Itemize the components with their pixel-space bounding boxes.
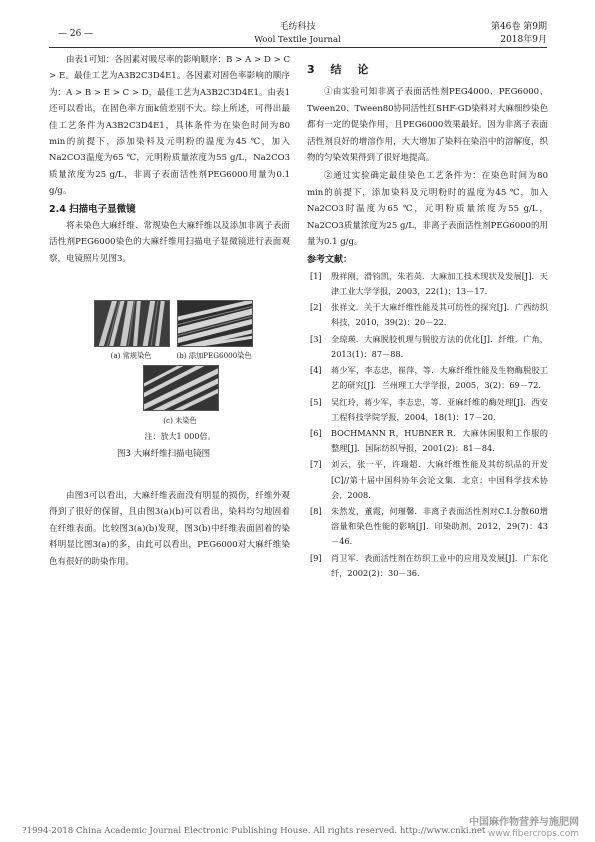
right-column [307,62,548,582]
reference-item [307,551,548,581]
page-number: — 26 — [58,29,94,39]
reference-text: 刘云，张一平，许瑞超．大麻纤维性能及其纺织品的开发[C]//第十届中国科协年会论文集．北京：中国科学技术协会，2008． [331,459,548,500]
reference-item [307,332,548,362]
reference-number: [6] [310,427,322,438]
reference-text: 张祥文．关于大麻纤维性能及其可纺性的探究[J]．广西纺织科技，2010，39(2)：20－22． [331,302,548,328]
section-title-sem: 2.4 扫描电子显微镜 [49,203,136,215]
reference-item [307,363,548,393]
publication-date: 2018年9月 [500,35,547,45]
reference-item [307,395,548,425]
reference-number: [9] [310,552,322,563]
figure-caption-b: (b) 添加PEG6000染色 [176,351,252,360]
reference-text: 蒋少军，李志忠，崔萍，等．大麻纤维性能及生物酶脱胶工艺的研究[J]．兰州理工大学学报，2005，3(2)：69－72． [331,365,548,391]
reference-text: 殷祥刚，滑钧凯，朱若英．大麻加工技术现状及发展[J]．天津工业大学学报，2003，22(1)：13－17． [331,270,548,297]
reference-number: [3] [310,333,322,344]
reference-number: [8] [310,505,322,516]
reference-list [307,269,548,581]
section-title-conclusion: 3 结 论 [307,63,375,76]
reference-item [307,426,548,456]
left-column [49,52,290,267]
copyright-footer: ?1994-2018 China Academic Journal Electronic Publishing House. All rights reserved. http://www.cnki.net [22,826,486,836]
sem-image-b [177,300,253,347]
reference-item [307,269,548,299]
reference-item [307,457,548,503]
volume-issue: 第46卷 第9期 [490,22,547,32]
paragraph-sem-discussion: 由图3可以看出，大麻纤维表面没有明显的损伤，纤维外观得到了很好的保留，且由图3(a)(b)可以看出，染料均匀地固着在纤维表面。比较图3(a)(b)发现，图3(b)中纤维表面固着的染料明显比图3(a)的多，由此可以看出，PEG6000对大麻纤维染色有很好的助染作用。 [49,491,290,567]
reference-item [307,504,548,550]
paragraph-sem-method: 将未染色大麻纤维、常规染色大麻纤维以及添加非离子表面活性剂PEG6000染色的大麻纤维用扫描电子显微镜进行表面观察，电镜照片见图3。 [49,221,290,264]
reference-text: 朱然发，董霞，何瑾馨．非离子表面活性剂对C.I.分散60增溶量和染色性能的影响[J]．印染助剂，2012，29(7)：43－46． [331,505,548,547]
reference-number: [2] [310,302,322,313]
left-column-lower [49,488,290,570]
figure-note: 注：放大1 000倍。 [144,432,216,441]
references-heading: 参考文献： [307,255,353,266]
reference-text: 肖卫军．表面活性剂在纺织工业中的应用及发展[J]．广东化纤，2002(2)：30－36． [331,552,548,578]
reference-number: [5] [310,396,322,407]
sem-image-a [94,300,170,347]
reference-item [307,300,548,330]
figure-caption-c: (c) 未染色 [163,416,197,425]
watermark-cn: 中国麻作物营养与施肥网 [469,817,579,828]
watermark-url: www.fibercrops.com [488,829,579,839]
header-rule [49,47,547,48]
figure-title: 图3 大麻纤维扫描电镜图 [117,449,211,459]
reference-text: 全琼瑛．大麻脱胶机理与脱胶方法的优化[J]．纤维．广角，2013(1)：87－88． [331,333,548,359]
figure-caption-a: (a) 常规染色 [110,351,152,360]
journal-name-cn: 毛纺科技 [279,22,316,32]
sem-image-c [143,365,219,411]
reference-text: 吴红玲，蒋少军，李志忠，等．亚麻纤维的酶处理[J]．西安工程科技学院学报，2004，18(1)：17－20． [331,396,548,422]
conclusion-item-1: ①由实验可知非离子表面活性剂PEG4000、PEG6000、Tween20、Tween80协同活性红SHF-GD染料对大麻细纱染色都有一定的促染作用，且PEG6000效果最好。因为非离子表面活性剂良好的增溶作用，大大增加了染料在染浴中的溶解度，织物的匀染效果得到了很好地提高。 [307,87,548,164]
reference-number: [4] [310,365,322,376]
reference-text: BOCHMANN R，HUBNER R．大麻休闲服和工作服的整理[J]．国际纺织导报，2001(2)：81－84． [331,427,548,454]
reference-number: [1] [310,270,322,281]
conclusion-item-2: ②通过实验确定最佳染色工艺条件为：在染色时间为80 min的前提下，添加染料及元明粉时的温度为45 ℃，加入Na2CO3时温度为65 ℃，元明粉质量浓度为55 g/L，Na2CO3质量浓度为25 g/L，非离子表面活性剂PEG6000的用量为0.1 g/g。 [307,171,548,248]
journal-name-en: Wool Textile Journal [254,35,341,45]
reference-number: [7] [310,459,322,470]
paragraph-results-summary: 由表1可知：各因素对吸尽率的影响顺序：B > A > D > C > E。最佳工艺为A3B2C3D4E1。各因素对固色率影响的顺序为：A > B > E > C > D，最佳工艺为A3B2C3D4E1。由表1还可以看出，在固色率方面k值差别不大。综上所述，可得出最佳工艺条件为A3B2C3D4E1，具体条件为在染色时间为80 min的前提下，添加染料及元明粉的温度为45 ℃，加入Na2CO3温度为65 ℃，元明粉质量浓度为55 g/L，Na2CO3质量浓度为25 g/L，非离子表面活性剂PEG6000用量为0.1 g/g。 [49,55,290,197]
